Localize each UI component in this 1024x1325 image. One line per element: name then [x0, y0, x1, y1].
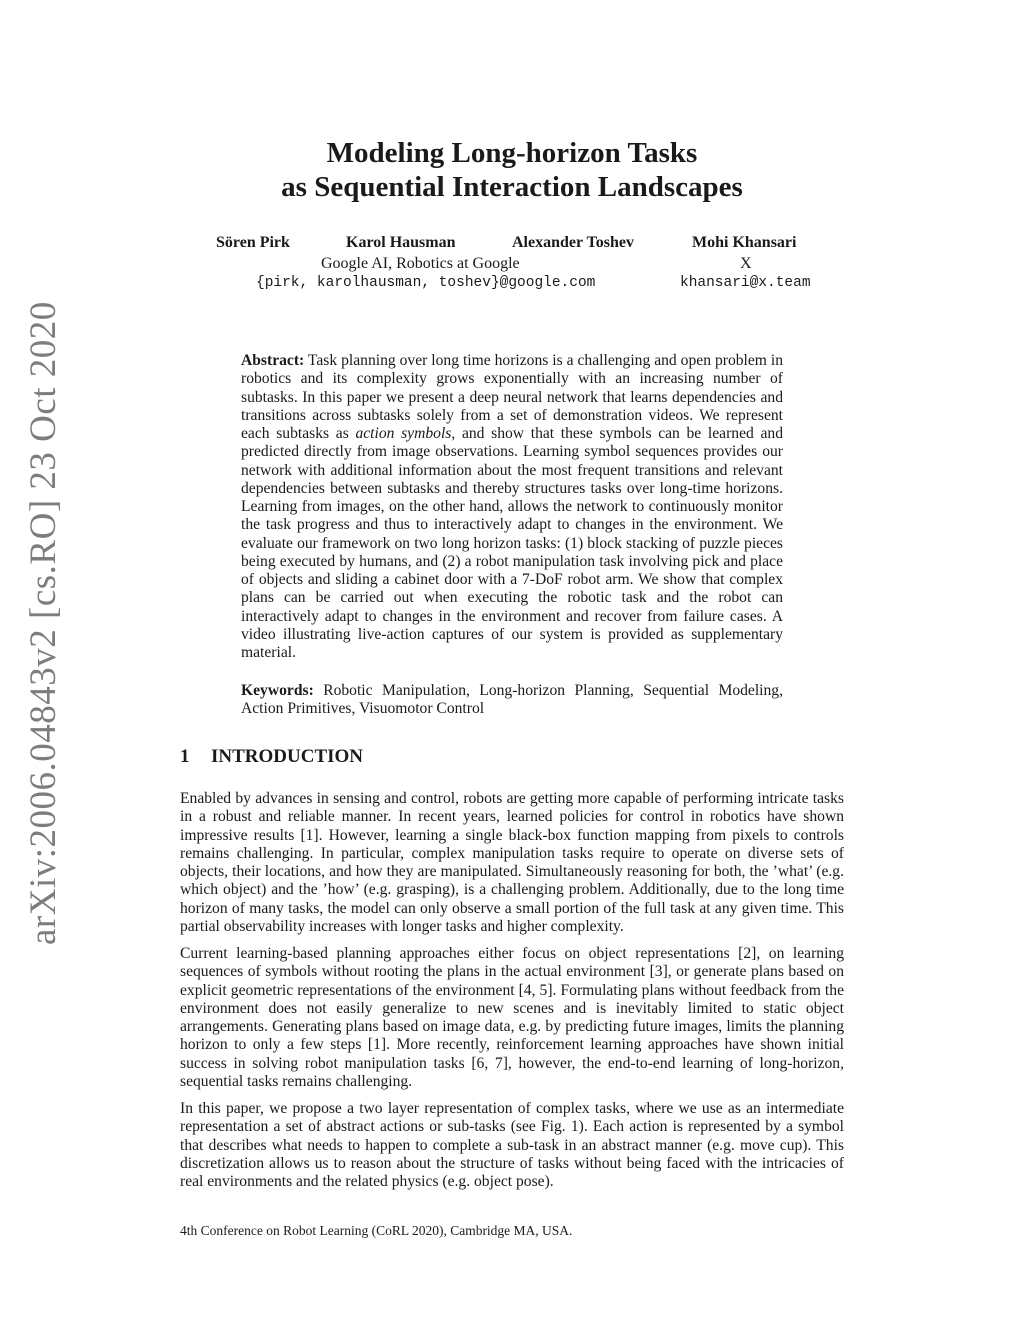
keywords	[241, 682, 783, 719]
author-name: Sören Pirk	[216, 234, 290, 251]
abstract-text-2: , and show that these symbols can be learned and predicted directly from image observations. Learning symbol sequences provides our network with additional information about the most frequent transitions and relevant dependencies between subtasks and thereby structures tasks over long-time horizons. Learning from images, on the other hand, allows the network to continuously monitor the task progress and thus to interactively adapt to changes in the environment. We evaluate our framework on two long horizon tasks: (1) block stacking of puzzle pieces being executed by humans, and (2) a robot manipulation task involving pick and place of objects and sliding a cabinet door with a 7-DoF robot arm. We show that complex plans can be carried out when executing the robotic task and the robot can interactively adapt to changes in the environment and recover from failure cases. A video illustrating live-action captures of our system is provided as supplementary material.	[241, 425, 783, 661]
author-name: Karol Hausman	[346, 234, 456, 251]
author-name: Alexander Toshev	[512, 234, 634, 251]
paragraph: Enabled by advances in sensing and control, robots are getting more capable of performing intricate tasks in a robust and reliable manner. In recent years, learned policies for control in robotics have shown impressive results [1]. However, learning a single black-box function mapping from pixels to controls remains challenging. In particular, complex manipulation tasks require to operate on diverse sets of objects, their locations, and how they are manipulated. Simultaneously reasoning for both, the ’what’ (e.g. which object) and the ’how’ (e.g. grasping), is a challenging problem. Additionally, due to the long time horizon of many tasks, the model can only observe a small portion of the full task at any given time. This partial observability increases with longer tasks and higher complexity.	[180, 790, 844, 935]
section-number: 1	[180, 746, 190, 767]
conference-footer: 4th Conference on Robot Learning (CoRL 2020), Cambridge MA, USA.	[180, 1223, 573, 1238]
author-block	[180, 234, 844, 298]
section-heading	[180, 746, 363, 768]
introduction-body	[180, 790, 844, 1200]
abstract-label: Abstract:	[241, 352, 305, 369]
keywords-text: Robotic Manipulation, Long-horizon Planning, Sequential Modeling, Action Primitives, Visuomotor Control	[241, 682, 783, 718]
paragraph: Current learning-based planning approaches either focus on object representations [2], on learning sequences of symbols without rooting the plans in the actual environment [3], or generate plans based on explicit geometric representations of the environment [4, 5]. Formulating plans without feedback from the environment does not easily generalize to new scenes and is inevitably limited to static object arrangements. Generating plans based on image data, e.g. by predicting future images, limits the planning horizon to only a few steps [1]. More recently, reinforcement learning approaches have shown initial success in solving robot manipulation tasks [6, 7], however, the end-to-end learning of long-horizon, sequential tasks remains challenging.	[180, 945, 844, 1090]
author-name: Mohi Khansari	[692, 234, 797, 251]
x-email: khansari@x.team	[680, 275, 811, 291]
section-title: INTRODUCTION	[211, 746, 364, 767]
abstract-emphasis: action symbols	[355, 425, 452, 442]
title-line-1: Modeling Long-horizon Tasks	[326, 137, 698, 169]
affiliation-x: X	[740, 255, 752, 272]
arxiv-identifier: arXiv:2006.04843v2 [cs.RO] 23 Oct 2020	[23, 301, 64, 945]
abstract-text-1: Task planning over long time horizons is a challenging and open problem in robotics and its complexity grows exponentially with an increasing number of subtasks. In this paper we present a deep neural network that learns dependencies and transitions across subtasks solely from a set of demonstration videos. We represent each subtasks as	[241, 352, 783, 442]
google-email: {pirk, karolhausman, toshev}@google.com	[256, 275, 596, 291]
abstract	[241, 352, 783, 662]
keywords-label: Keywords:	[241, 682, 314, 699]
title-line-2: as Sequential Interaction Landscapes	[281, 171, 743, 203]
paper-title	[180, 136, 844, 204]
affiliation-google: Google AI, Robotics at Google	[321, 255, 520, 272]
paragraph: In this paper, we propose a two layer representation of complex tasks, where we use as an intermediate representation a set of abstract actions or sub-tasks (see Fig. 1). Each action is represented by a symbol that describes what needs to happen to complete a sub-task in an abstract manner (e.g. move cup). This discretization allows us to reason about the structure of tasks without being faced with the intricacies of real environments and the related physics (e.g. object pose).	[180, 1100, 844, 1190]
